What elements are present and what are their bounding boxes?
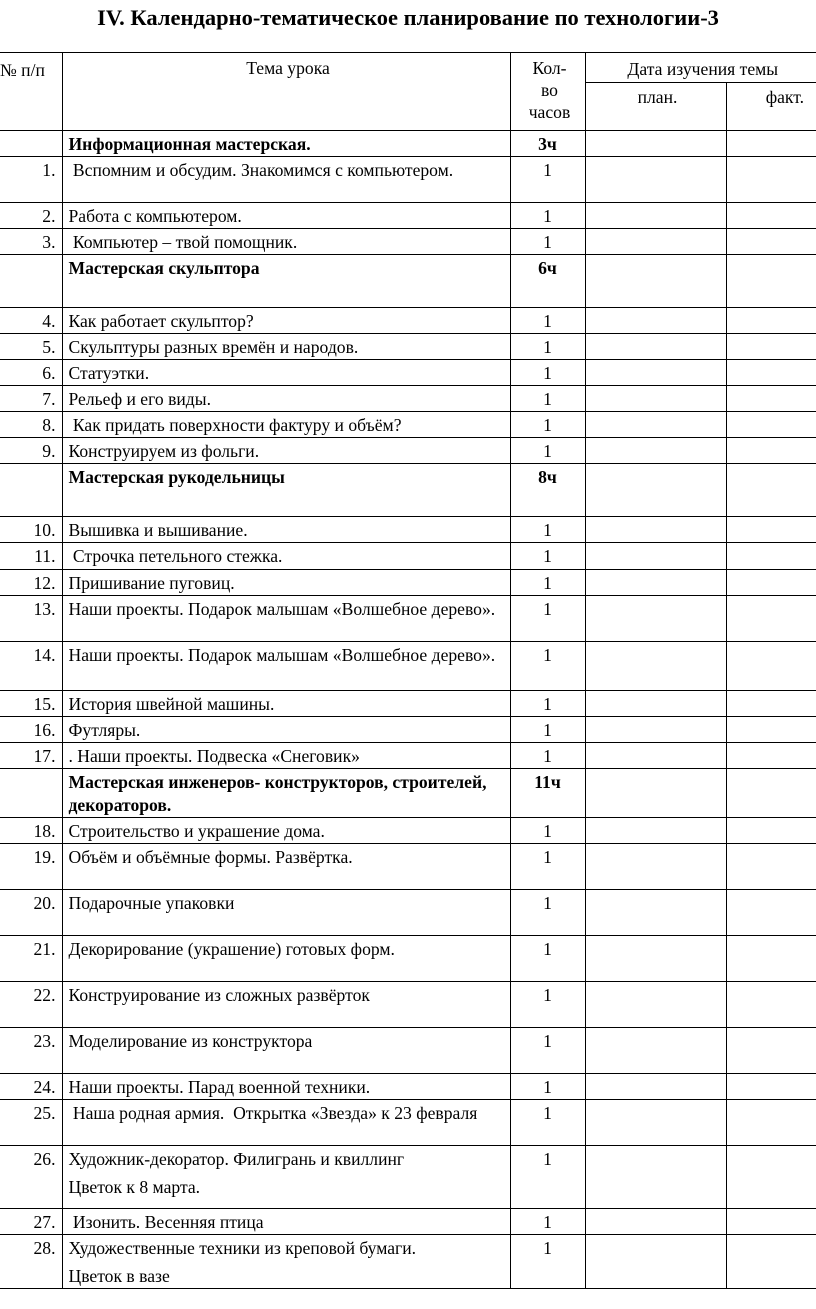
plan-date-cell [585, 936, 726, 982]
fact-date-cell [726, 1235, 816, 1289]
table-row [0, 1100, 816, 1146]
hours-count: 1 [510, 691, 585, 717]
row-number: 3. [0, 229, 62, 255]
row-number: 6. [0, 360, 62, 386]
hours-count: 1 [510, 982, 585, 1028]
fact-date-cell [726, 717, 816, 743]
header-qty-line: во [541, 80, 558, 100]
header-num: № п/п [0, 53, 62, 131]
plan-date-cell [585, 1100, 726, 1146]
hours-count: 8ч [510, 464, 585, 517]
table-row [0, 360, 816, 386]
fact-date-cell [726, 769, 816, 818]
row-number: 27. [0, 1209, 62, 1235]
topic-text: Конструирование из сложных развёрток [68, 985, 370, 1005]
lesson-topic [62, 743, 510, 769]
plan-date-cell [585, 743, 726, 769]
hours-count: 1 [510, 386, 585, 412]
hours-count: 1 [510, 308, 585, 334]
header-topic: Тема урока [62, 53, 510, 131]
fact-date-cell [726, 360, 816, 386]
section-row [0, 255, 816, 308]
row-number: 8. [0, 412, 62, 438]
row-number: 25. [0, 1100, 62, 1146]
table-row [0, 642, 816, 691]
table-row [0, 517, 816, 543]
topic-text: Конструируем из фольги. [68, 441, 260, 461]
row-number: 10. [0, 517, 62, 543]
topic-text: Компьютер – твой помощник. [68, 232, 298, 252]
row-number: 22. [0, 982, 62, 1028]
fact-date-cell [726, 438, 816, 464]
fact-date-cell [726, 691, 816, 717]
section-title [62, 255, 510, 308]
lesson-topic [62, 517, 510, 543]
topic-text: Строчка петельного стежка. [68, 546, 283, 566]
hours-count: 1 [510, 1235, 585, 1289]
table-row [0, 691, 816, 717]
row-number: 1. [0, 157, 62, 203]
topic-text: Художественные техники из креповой бумаги. [68, 1238, 417, 1258]
plan-date-cell [585, 1146, 726, 1209]
fact-date-cell [726, 464, 816, 517]
table-row [0, 717, 816, 743]
hours-count: 1 [510, 1209, 585, 1235]
hours-count: 1 [510, 936, 585, 982]
fact-date-cell [726, 982, 816, 1028]
row-number: 12. [0, 570, 62, 596]
plan-date-cell [585, 890, 726, 936]
section-title [62, 131, 510, 157]
plan-date-cell [585, 1028, 726, 1074]
table-row [0, 412, 816, 438]
lesson-topic [62, 334, 510, 360]
header-date: Дата изучения темы [585, 53, 816, 83]
fact-date-cell [726, 570, 816, 596]
row-number: 11. [0, 543, 62, 570]
lesson-topic [62, 570, 510, 596]
hours-count: 3ч [510, 131, 585, 157]
section-row [0, 464, 816, 517]
topic-text: Как придать поверхности фактуру и объём? [68, 415, 402, 435]
row-number: 15. [0, 691, 62, 717]
table-row [0, 386, 816, 412]
fact-date-cell [726, 743, 816, 769]
fact-date-cell [726, 890, 816, 936]
table-row [0, 1209, 816, 1235]
row-number: 20. [0, 890, 62, 936]
row-number: 4. [0, 308, 62, 334]
fact-date-cell [726, 334, 816, 360]
fact-date-cell [726, 936, 816, 982]
plan-date-cell [585, 334, 726, 360]
hours-count: 6ч [510, 255, 585, 308]
row-number: 17. [0, 743, 62, 769]
lesson-topic [62, 229, 510, 255]
hours-count: 1 [510, 1100, 585, 1146]
header-qty [510, 53, 585, 131]
fact-date-cell [726, 1209, 816, 1235]
lesson-topic [62, 596, 510, 642]
topic-text: Изонить. Весенняя птица [68, 1212, 264, 1232]
plan-date-cell [585, 769, 726, 818]
table-row [0, 308, 816, 334]
table-row [0, 596, 816, 642]
hours-count: 11ч [510, 769, 585, 818]
table-row [0, 890, 816, 936]
topic-text: Информационная мастерская. [68, 134, 311, 154]
header-qty-line: Кол- [532, 58, 567, 78]
hours-count: 1 [510, 229, 585, 255]
fact-date-cell [726, 818, 816, 844]
plan-date-cell [585, 517, 726, 543]
lesson-topic [62, 1028, 510, 1074]
plan-date-cell [585, 203, 726, 229]
lesson-topic [62, 543, 510, 570]
topic-text: Рельеф и его виды. [68, 389, 211, 409]
row-number: 26. [0, 1146, 62, 1209]
plan-date-cell [585, 642, 726, 691]
lesson-topic [62, 691, 510, 717]
table-row [0, 1235, 816, 1289]
lesson-topic [62, 1235, 510, 1289]
hours-count: 1 [510, 1074, 585, 1100]
row-number [0, 464, 62, 517]
topic-text: Вспомним и обсудим. Знакомимся с компьютером. [68, 160, 454, 180]
lesson-topic [62, 818, 510, 844]
topic-text: Моделирование из конструктора [68, 1031, 313, 1051]
fact-date-cell [726, 412, 816, 438]
lesson-topic [62, 157, 510, 203]
hours-count: 1 [510, 543, 585, 570]
row-number: 24. [0, 1074, 62, 1100]
row-number: 5. [0, 334, 62, 360]
hours-count: 1 [510, 412, 585, 438]
hours-count: 1 [510, 1146, 585, 1209]
fact-date-cell [726, 131, 816, 157]
plan-date-cell [585, 386, 726, 412]
lesson-topic [62, 386, 510, 412]
topic-text: Скульптуры разных времён и народов. [68, 337, 359, 357]
fact-date-cell [726, 642, 816, 691]
topic-text: Наши проекты. Парад военной техники. [68, 1077, 371, 1097]
topic-text: Наши проекты. Подарок малышам «Волшебное дерево». [68, 645, 496, 665]
plan-date-cell [585, 1209, 726, 1235]
table-row [0, 334, 816, 360]
plan-date-cell [585, 157, 726, 203]
fact-date-cell [726, 1074, 816, 1100]
table-row [0, 229, 816, 255]
fact-date-cell [726, 229, 816, 255]
plan-date-cell [585, 412, 726, 438]
lesson-topic [62, 936, 510, 982]
table-row [0, 543, 816, 570]
fact-date-cell [726, 517, 816, 543]
lesson-topic [62, 438, 510, 464]
row-number: 16. [0, 717, 62, 743]
topic-text: . Наши проекты. Подвеска «Снеговик» [68, 746, 360, 766]
hours-count: 1 [510, 890, 585, 936]
fact-date-cell [726, 543, 816, 570]
section-title [62, 464, 510, 517]
page-title: IV. Календарно-тематическое планирование по технологии-3 [97, 5, 719, 30]
lesson-topic [62, 308, 510, 334]
row-number: 7. [0, 386, 62, 412]
hours-count: 1 [510, 743, 585, 769]
lesson-topic [62, 203, 510, 229]
hours-count: 1 [510, 157, 585, 203]
table-row [0, 743, 816, 769]
table-row [0, 1074, 816, 1100]
plan-date-cell [585, 691, 726, 717]
lesson-topic [62, 717, 510, 743]
fact-date-cell [726, 308, 816, 334]
plan-date-cell [585, 1074, 726, 1100]
hours-count: 1 [510, 517, 585, 543]
row-number: 14. [0, 642, 62, 691]
fact-date-cell [726, 255, 816, 308]
row-number [0, 131, 62, 157]
topic-text: Пришивание пуговиц. [68, 573, 235, 593]
hours-count: 1 [510, 717, 585, 743]
table-row [0, 157, 816, 203]
plan-date-cell [585, 596, 726, 642]
topic-text: Декорирование (украшение) готовых форм. [68, 939, 395, 959]
hours-count: 1 [510, 818, 585, 844]
row-number: 28. [0, 1235, 62, 1289]
topic-text: Как работает скульптор? [68, 311, 254, 331]
section-row [0, 131, 816, 157]
row-number [0, 255, 62, 308]
plan-table [0, 52, 816, 1289]
row-number: 13. [0, 596, 62, 642]
table-row [0, 438, 816, 464]
row-number: 18. [0, 818, 62, 844]
plan-date-cell [585, 360, 726, 386]
plan-date-cell [585, 818, 726, 844]
fact-date-cell [726, 1100, 816, 1146]
hours-count: 1 [510, 596, 585, 642]
plan-date-cell [585, 543, 726, 570]
row-number: 23. [0, 1028, 62, 1074]
row-number [0, 769, 62, 818]
row-number: 19. [0, 844, 62, 890]
fact-date-cell [726, 157, 816, 203]
topic-text: Мастерская скульптора [68, 258, 260, 278]
header-plan: план. [585, 83, 726, 131]
plan-date-cell [585, 982, 726, 1028]
lesson-topic [62, 982, 510, 1028]
row-number: 2. [0, 203, 62, 229]
topic-text: Подарочные упаковки [68, 893, 235, 913]
topic-text: Вышивка и вышивание. [68, 520, 248, 540]
plan-date-cell [585, 229, 726, 255]
hours-count: 1 [510, 642, 585, 691]
lesson-topic [62, 1209, 510, 1235]
fact-date-cell [726, 1028, 816, 1074]
hours-count: 1 [510, 844, 585, 890]
plan-date-cell [585, 255, 726, 308]
hours-count: 1 [510, 1028, 585, 1074]
topic-text-line2: Цветок в вазе [68, 1266, 170, 1286]
plan-date-cell [585, 131, 726, 157]
topic-text: Мастерская инженеров- конструкторов, строителей, декораторов. [68, 772, 491, 815]
fact-date-cell [726, 844, 816, 890]
lesson-topic [62, 642, 510, 691]
table-row [0, 1146, 816, 1209]
fact-date-cell [726, 596, 816, 642]
table-header-row [0, 53, 816, 83]
section-title [62, 769, 510, 818]
lesson-topic [62, 890, 510, 936]
fact-date-cell [726, 1146, 816, 1209]
plan-date-cell [585, 438, 726, 464]
plan-date-cell [585, 717, 726, 743]
lesson-topic [62, 1100, 510, 1146]
plan-date-cell [585, 464, 726, 517]
topic-text: Работа с компьютером. [68, 206, 242, 226]
table-row [0, 1028, 816, 1074]
header-fact: факт. [726, 83, 816, 131]
hours-count: 1 [510, 438, 585, 464]
row-number: 21. [0, 936, 62, 982]
topic-text: История швейной машины. [68, 694, 275, 714]
table-row [0, 818, 816, 844]
plan-date-cell [585, 308, 726, 334]
hours-count: 1 [510, 203, 585, 229]
topic-text: Объём и объёмные формы. Развёртка. [68, 847, 353, 867]
plan-date-cell [585, 844, 726, 890]
header-qty-line: часов [528, 102, 571, 122]
lesson-topic [62, 844, 510, 890]
section-row [0, 769, 816, 818]
topic-text: Строительство и украшение дома. [68, 821, 325, 841]
hours-count: 1 [510, 360, 585, 386]
topic-text: Наша родная армия. Открытка «Звезда» к 23 февраля [68, 1103, 478, 1123]
table-row [0, 570, 816, 596]
topic-text: Футляры. [68, 720, 141, 740]
lesson-topic [62, 412, 510, 438]
plan-date-cell [585, 570, 726, 596]
lesson-topic [62, 1146, 510, 1209]
topic-text: Художник-декоратор. Филигрань и квиллинг [68, 1149, 405, 1169]
table-row [0, 203, 816, 229]
row-number: 9. [0, 438, 62, 464]
topic-text: Мастерская рукодельницы [68, 467, 285, 487]
topic-text: Наши проекты. Подарок малышам «Волшебное дерево». [68, 599, 496, 619]
lesson-topic [62, 1074, 510, 1100]
hours-count: 1 [510, 334, 585, 360]
table-row [0, 982, 816, 1028]
hours-count: 1 [510, 570, 585, 596]
topic-text-line2: Цветок к 8 марта. [68, 1177, 201, 1197]
lesson-topic [62, 360, 510, 386]
fact-date-cell [726, 203, 816, 229]
table-row [0, 844, 816, 890]
fact-date-cell [726, 386, 816, 412]
topic-text: Статуэтки. [68, 363, 150, 383]
table-row [0, 936, 816, 982]
plan-date-cell [585, 1235, 726, 1289]
